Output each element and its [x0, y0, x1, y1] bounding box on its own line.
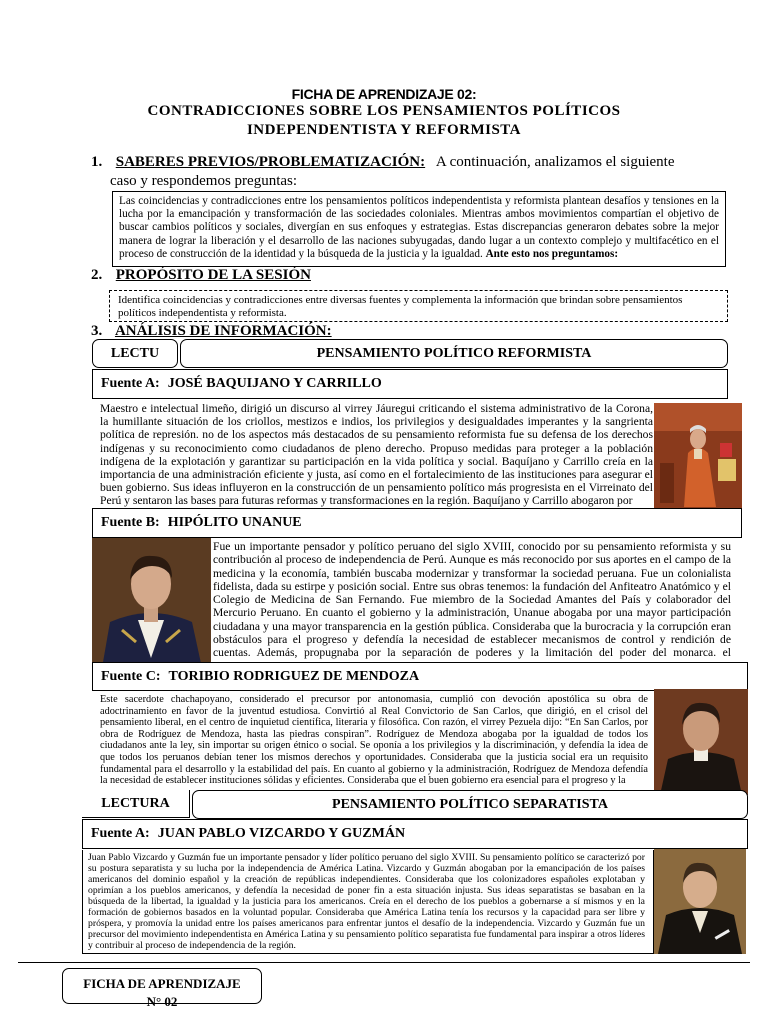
- fuente-b-text: Fue un importante pensador y político peruano del siglo XVIII, conocido por su pensamiento reformista y su contribución al proceso de independencia de Perú. Aunque es más reconocido por sus aportes en el campo de la medicina y la economía, también buscaba modernizar y transformar la sociedad peruana. Fue un colonialista fidelista, dada su estirpe y posición social. Entre sus obras tenemos: la fundación del Anfiteatro Anatómico y el Colegio de Medicina de San Fernando. Fue miembro de la Sociedad Amantes del País y colaborador del Mercurio Peruano. En cuanto el gobierno y la administración, Unanue abogaba por una mayor participación ciudadana y una mayor transparencia en la gestión pública. Consideraba que la burocracia y la corrupción eran obstáculos para el progreso y defendía la necesidad de establecer mecanismos de control y rendición de cuentas. Además, propugnaba por la separación de poderes y la limitación del poder del monarca. el: [213, 540, 731, 660]
- fuente-b-name: HIPÓLITO UNANUE: [167, 515, 302, 530]
- lectura-label-reformista: LECTU: [92, 339, 178, 368]
- reformista-title: PENSAMIENTO POLÍTICO REFORMISTA: [180, 339, 728, 368]
- section-3-number: 3.: [91, 323, 103, 339]
- fuente-c-header: [92, 662, 748, 691]
- subtitle-line-1: CONTRADICCIONES SOBRE LOS PENSAMIENTOS POLÍTICOS: [147, 103, 621, 119]
- fuente-b-label: Fuente B:: [101, 515, 160, 530]
- section-2-number: 2.: [91, 267, 103, 283]
- footer-line-2: N° 02: [146, 994, 178, 1009]
- separatista-fuente-a-label: Fuente A:: [91, 826, 150, 841]
- page-subtitle: [0, 102, 768, 140]
- section-2: [91, 267, 311, 284]
- section-3-heading: ANÁLISIS DE INFORMACIÓN:: [114, 323, 332, 339]
- fuente-c-label: Fuente C:: [101, 668, 161, 684]
- fuente-c-name: TORIBIO RODRIGUEZ DE MENDOZA: [168, 668, 420, 684]
- case-question: Ante esto nos preguntamos:: [485, 247, 619, 260]
- mendoza-portrait: [654, 689, 748, 795]
- fuente-b-header: [92, 508, 742, 538]
- subtitle-line-2: INDEPENDENTISTA Y REFORMISTA: [246, 122, 522, 138]
- case-text: Las coincidencias y contradicciones entre los pensamientos políticos independentista y reformista plantean desafíos y tensiones en la lucha por la emancipación y transformación de las sociedades coloniales. Mientras ambos movimientos compartían el objetivo de buscar cambios políticos y sociales, divergían en sus enfoques y estrategias. Estas discrepancias generaron debates sobre la mejor manera de lograr la liberación y el desarrollo de las naciones subyugadas, dando lugar a un contexto complejo y multifacético en el proceso de construcción de la identidad y la búsqueda de la justicia y la igualdad.: [119, 195, 719, 260]
- case-box: [112, 191, 726, 267]
- separatista-fuente-a-header: [82, 819, 748, 849]
- baquijano-portrait: [654, 403, 742, 509]
- footer-label: [62, 968, 262, 1009]
- section-1-number: 1.: [91, 154, 103, 170]
- section-1-intro: A continuación, analizamos el siguiente: [435, 154, 675, 170]
- separatista-title: PENSAMIENTO POLÍTICO SEPARATISTA: [192, 790, 748, 819]
- fuente-a-name: JOSÉ BAQUIJANO Y CARRILLO: [167, 376, 382, 391]
- section-2-heading: PROPÓSITO DE LA SESIÓN: [115, 267, 311, 283]
- separatista-fuente-a-text: Juan Pablo Vizcardo y Guzmán fue un importante pensador y líder político peruano del siglo XVIII. Su pensamiento político se caracterizó por su postura separatista y su lucha por la independencia de América Latina. Vizcardo y Guzmán abogaban por la emancipación de los países americanos del dominio español y la creación de repúblicas independientes. Consideraba que los colonizadores españoles explotaban y oprimían a los pueblos americanos, y defendía la necesidad de poner fin a esta situación injusta. Sus ideas separatistas se basaban en la búsqueda de la libertad, la igualdad y la justicia para los americanos. Creía en el derecho de los pueblos a gobernarse a sí mismos y en la formación de gobiernos basados en la voluntad popular. Consideraba que América Latina tenía los recursos y la capacidad para ser libre y próspera, y promovía la unidad entre los países americanos para enfrentar juntos el desafío de la independencia. Vizcardo y Guzmán fue un precursor del movimiento independentista en América Latina y su pensamiento político separatista fue fundamental para inspirar a otros líderes y contribuir al proceso de independencia de la región.: [88, 852, 645, 951]
- fuente-a-label: Fuente A:: [101, 376, 160, 391]
- vizcardo-portrait: [654, 849, 746, 954]
- section-1: [91, 153, 721, 191]
- section-1-heading: SABERES PREVIOS/PROBLEMATIZACIÓN:: [115, 154, 426, 170]
- footer-line-1: FICHA DE APRENDIZAJE: [83, 976, 241, 991]
- purpose-box: Identifica coincidencias y contradicciones entre diversas fuentes y complementa la información que brindan sobre pensamientos políticos independentista y reformista.: [109, 290, 728, 322]
- section-1-intro-2: caso y respondemos preguntas:: [110, 173, 298, 189]
- footer-divider: [18, 962, 750, 963]
- fuente-c-text: Este sacerdote chachapoyano, considerado el precursor por antonomasia, cumplió con devoción apostólica su obra de adoctrinamiento en favor de la juventud estudiosa. Convirtió al Real Convictorio de San Carlos, que dirigió, en el crisol del pensamiento liberal, en el centro de inquietud científica, literaria y filosófica. Con razón, el virrey Pezuela dijo: “En San Carlos, por obra de Rodríguez de Mendoza, hasta las piedras conspiran”. Rodríguez de Mendoza abogaba por la igualdad de todos los ciudadanos ante la ley, sin importar su origen étnico o social. Se oponía a los privilegios y la discriminación, y defendía la idea de que todos los peruanos debían tener los mismos derechos y oportunidades. Consideraba que la justicia social era un requisito fundamental para el desarrollo y la estabilidad del país. En cuanto al gobierno y la administración, Rodríguez de Mendoza defendía la necesidad de establecer instituciones sólidas y eficientes. Consideraba que el buen gobierno era esencial para el progreso y la: [100, 694, 648, 787]
- fuente-a-text: Maestro e intelectual limeño, dirigió un discurso al virrey Jáuregui criticando el sistema administrativo de la Corona, la humillante situación de los criollos, mestizos e indios, los privilegios y desigualdades imperantes y la sangrienta política de represión. no de los aspectos más destacados de su pensamiento reformista fue su defensa de los derechos indígenas y su reconocimiento como ciudadanos de pleno derecho. Propuso medidas para proteger a la población indígena de la explotación y garantizar su participación en la vida política y social. Baquíjano y Carrillo creía en la importancia de una administración eficiente y justa, así como en el fortalecimiento de las instituciones para asegurar el buen gobierno. Sus ideas influyeron en la construcción de un pensamiento político más progresista en el Virreinato del Perú y sentaron las bases para futuras reformas y transformaciones en la región. Baquíjano y Carrillo abogaron por: [100, 402, 653, 508]
- fuente-a-header: [92, 369, 728, 399]
- section-3: [91, 323, 332, 338]
- unanue-portrait: [92, 538, 211, 668]
- lectura-label-separatista: LECTURA: [82, 790, 190, 818]
- page-title: FICHA DE APRENDIZAJE 02:: [291, 86, 477, 102]
- separatista-fuente-a-name: JUAN PABLO VIZCARDO Y GUZMÁN: [157, 826, 406, 841]
